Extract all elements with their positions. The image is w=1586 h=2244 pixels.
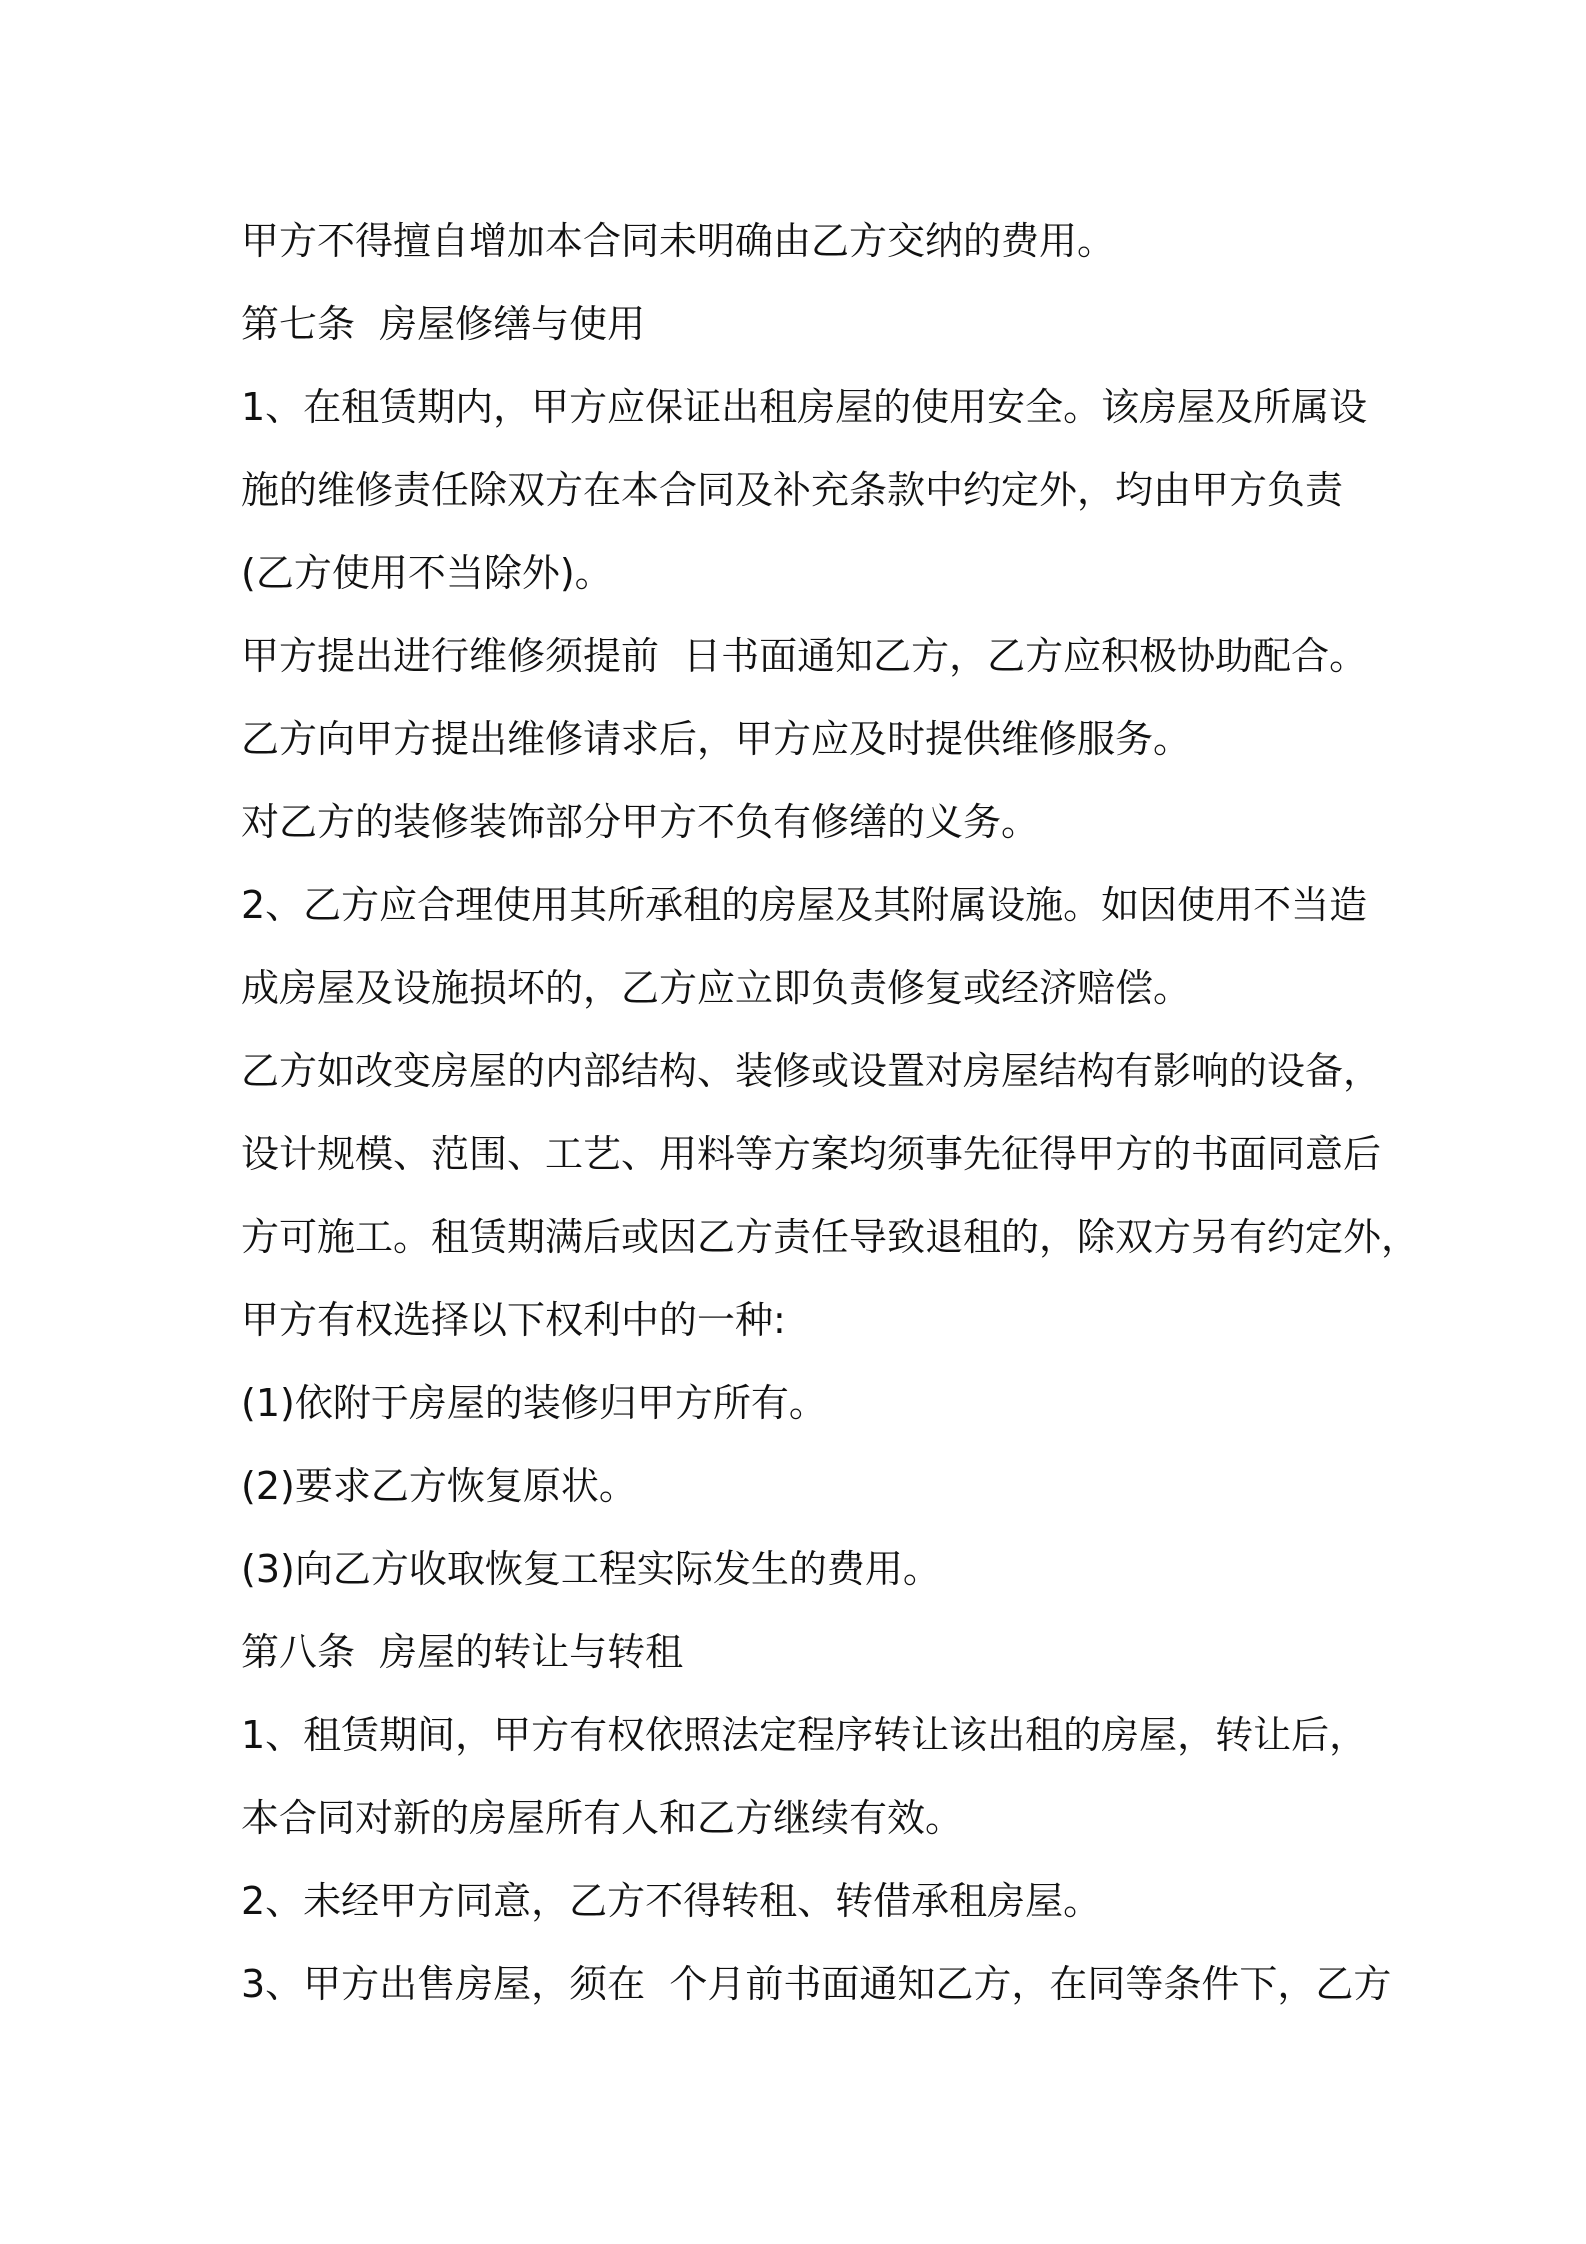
text-line: 设计规模、范围、工艺、用料等方案均须事先征得甲方的书面同意后 — [241, 1132, 1382, 1176]
text-line: 2、未经甲方同意，乙方不得转租、转借承租房屋。 — [241, 1879, 1102, 1923]
text-line: 3、甲方出售房屋，须在 个月前书面通知乙方，在同等条件下，乙方 — [241, 1962, 1392, 2006]
text-line: 本合同对新的房屋所有人和乙方继续有效。 — [241, 1796, 964, 1840]
text-line: 乙方向甲方提出维修请求后，甲方应及时提供维修服务。 — [241, 717, 1192, 761]
text-line: 对乙方的装修装饰部分甲方不负有修缮的义务。 — [241, 800, 1040, 844]
article-heading: 第七条 房屋修缮与使用 — [241, 302, 646, 346]
article-heading: 第八条 房屋的转让与转租 — [241, 1630, 684, 1674]
text-line: 1、在租赁期内，甲方应保证出租房屋的使用安全。该房屋及所属设 — [241, 385, 1368, 429]
text-line: 2、乙方应合理使用其所承租的房屋及其附属设施。如因使用不当造 — [241, 883, 1368, 927]
list-item: (1)依附于房屋的装修归甲方所有。 — [241, 1381, 827, 1425]
document-body — [241, 200, 1420, 2026]
text-line: (乙方使用不当除外)。 — [241, 551, 613, 595]
text-line: 1、租赁期间，甲方有权依照法定程序转让该出租的房屋，转让后， — [241, 1713, 1368, 1757]
text-line: 成房屋及设施损坏的，乙方应立即负责修复或经济赔偿。 — [241, 966, 1192, 1010]
text-line: 施的维修责任除双方在本合同及补充条款中约定外，均由甲方负责 — [241, 468, 1344, 512]
text-line: 甲方有权选择以下权利中的一种: — [241, 1298, 786, 1342]
text-line: 甲方不得擅自增加本合同未明确由乙方交纳的费用。 — [241, 219, 1116, 263]
list-item: (2)要求乙方恢复原状。 — [241, 1464, 637, 1508]
list-item: (3)向乙方收取恢复工程实际发生的费用。 — [241, 1547, 941, 1591]
text-line: 甲方提出进行维修须提前 日书面通知乙方，乙方应积极协助配合。 — [241, 634, 1368, 678]
text-line: 乙方如改变房屋的内部结构、装修或设置对房屋结构有影响的设备， — [241, 1049, 1382, 1093]
text-line: 方可施工。租赁期满后或因乙方责任导致退租的，除双方另有约定外， — [241, 1215, 1420, 1259]
